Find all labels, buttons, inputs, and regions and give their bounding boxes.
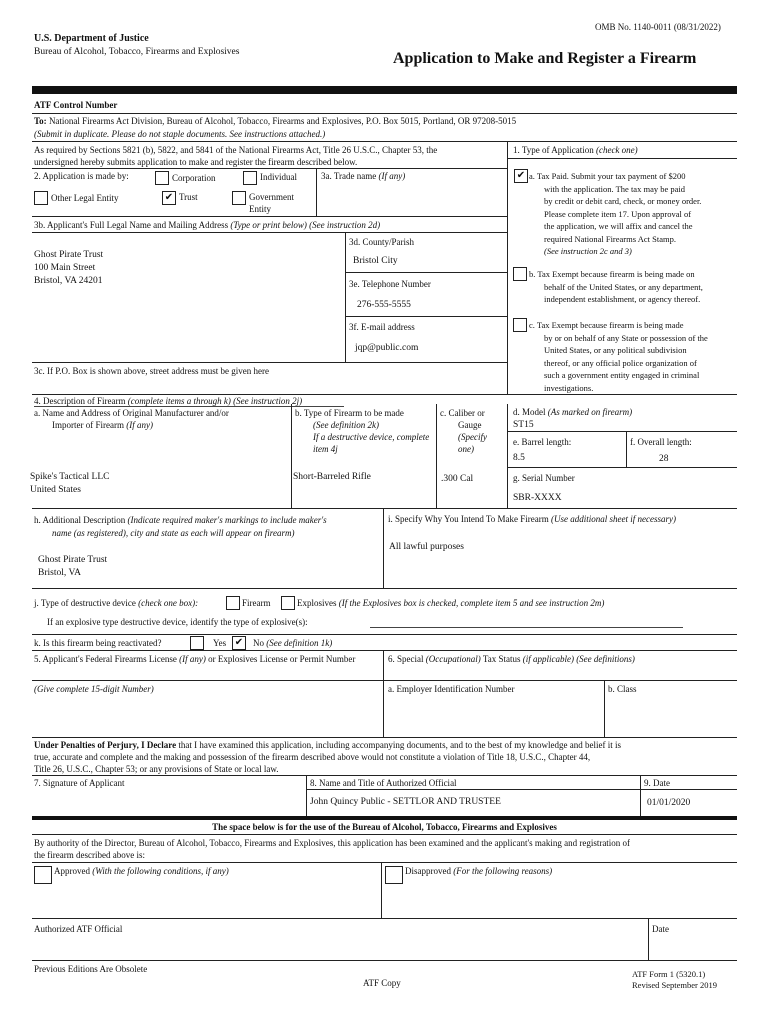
county-value: Bristol City [353,256,398,266]
item4j-label [34,598,198,608]
approved-hint: (With the following conditions, if any) [92,866,229,876]
atf-copy-label: ATF Copy [363,978,401,988]
item3a-label [321,171,405,181]
authority-statement [34,837,630,861]
item5-label [34,654,355,664]
tax-paid-line: by credit or debit card, check, or money order. [544,196,702,206]
item3b-hint: (Type or print below) (See instruction 2d) [230,220,381,230]
item4c-text: Gauge [458,420,482,430]
tax-exempt-us-checkbox[interactable] [513,267,527,281]
divider [32,394,737,395]
divider [32,508,737,509]
item7-label: 7. Signature of Applicant [34,778,125,788]
date-value: 01/01/2020 [647,798,691,808]
explosives-label [297,598,604,608]
explosive-type-field[interactable] [370,627,683,628]
manufacturer-name: Spike's Tactical LLC [30,472,110,482]
perjury-line: Title 26, U.S.C., Chapter 53; or any provisions of State or local law. [34,764,279,774]
to-label: To: [34,116,47,126]
tax-exempt-us-line: behalf of the United States, or any department, [544,281,703,292]
divider [32,862,737,863]
item4d-text: d. Model [513,407,546,417]
government-label: Government [249,192,294,202]
divider [604,680,605,737]
disapproved-hint: (For the following reasons) [453,866,553,876]
email-value: jqp@public.com [355,343,419,353]
item4i-label [388,514,676,524]
divider [345,272,507,273]
item8-label: 8. Name and Title of Authorized Official [310,778,457,788]
divider [507,467,737,468]
obsolete-note: Previous Editions Are Obsolete [34,964,148,974]
item5-text-2: or Explosives License or Permit Number [208,654,356,664]
item4a-hint: (If any) [126,420,153,430]
item6-text-2: Tax Status [482,654,521,664]
item3b-label [34,220,380,230]
item4k-label: k. Is this firearm being reactivated? [34,638,162,648]
omb-number: OMB No. 1140-0011 (08/31/2022) [595,22,721,32]
authority-line: By authority of the Director, Bureau of Alcohol, Tobacco, Firearms and Explosives, this application has been examined and the applicant's making and registration of [34,838,631,848]
item6-hint-2: (if applicable) (See definitions) [522,654,635,664]
markings-name: Ghost Pirate Trust [38,555,108,565]
divider [640,775,641,816]
perjury-bold: Under Penalties of Perjury, I Declare [34,740,177,750]
perjury-line: that I have examined this application, including accompanying documents, and to the best of my knowledge and belief it is [178,740,622,750]
tax-paid-line: a. Tax Paid. Submit your tax payment of $200 [529,171,686,181]
serial-number-label: g. Serial Number [513,473,575,483]
other-legal-entity-checkbox[interactable] [34,191,48,205]
divider [32,834,737,835]
divider [345,232,346,362]
tax-exempt-state-line: thereof, or any official police organization of [544,357,697,368]
individual-checkbox[interactable] [243,171,257,185]
perjury-line: true, accurate and complete and the making and possession of the firearm described above would not constitute a violation of Title 18, U.S.C., Chapter 44, [34,752,591,762]
tax-paid-line: Please complete item 17. Upon approval of [544,208,692,219]
tax-exempt-us-line: independent establishment, or agency thereof. [544,294,701,304]
item4d-hint: (As marked on firearm) [547,407,633,417]
item3c-label: 3c. If P.O. Box is shown above, street address must be given here [34,366,269,376]
divider [436,404,437,508]
item4a-label [34,407,229,431]
divider [507,158,737,159]
firearm-checkbox[interactable] [226,596,240,610]
item4b-hint: If a destructive device, complete [313,432,430,442]
tax-exempt-us-text [529,268,703,306]
revision-date: Revised September 2019 [632,980,717,990]
applicant-name: Ghost Pirate Trust [34,250,104,260]
approved-text: Approved [54,866,90,876]
overall-length-label: f. Overall length: [630,437,692,447]
item4a-text-2: Importer of Firearm [52,420,124,430]
item4i-hint: (Use additional sheet if necessary) [551,514,677,524]
divider [32,634,737,635]
item6-hint: (Occupational) [425,654,481,664]
perjury-statement [34,739,739,775]
explosives-note: (If the Explosives box is checked, complete item 5 and see instruction 2m) [338,598,605,608]
divider [507,404,508,508]
divider [291,404,292,508]
ein-label: a. Employer Identification Number [388,684,515,694]
serial-number-value: SBR-XXXX [513,493,562,503]
item4c-text: c. Caliber or [440,408,485,418]
form-number: ATF Form 1 (5320.1) [632,969,706,979]
to-line [34,116,516,126]
approved-checkbox[interactable] [34,866,52,884]
item5-hint: (If any) [179,654,206,664]
tax-exempt-state-text [529,319,708,394]
divider [32,588,737,589]
divider [32,362,507,363]
divider [32,216,507,217]
item4c-hint: one) [458,444,474,454]
atf-use-note: The space below is for the use of the Bureau of Alcohol, Tobacco, Firearms and Explosives [212,822,557,832]
divider [507,431,737,432]
other-legal-entity-label: Other Legal Entity [51,193,119,203]
divider [381,862,382,918]
item4h-label [34,514,327,540]
barrel-length-label: e. Barrel length: [513,437,572,447]
reactivated-no-text: No [253,638,264,648]
divider [383,508,384,588]
tax-exempt-state-line: such a government entity engaged in criminal [544,370,700,380]
telephone-value: 276-555-5555 [357,300,411,310]
authority-line: the firearm described above is: [34,850,145,860]
item4j-text: j. Type of destructive device [34,598,136,608]
item4h-hint: name (as registered), city and state as each will appear on firearm) [52,528,295,538]
divider [648,918,649,960]
disapproved-label [405,866,552,876]
applicant-street: 100 Main Street [34,263,96,273]
reactivated-no-checkbox[interactable]: ✔ [232,636,246,650]
explosive-type-label: If an explosive type destructive device, identify the type of explosive(s): [47,617,308,627]
tax-paid-text [529,170,701,258]
manufacturer-country: United States [30,485,81,495]
item3d-label: 3d. County/Parish [349,237,415,247]
divider [32,232,507,233]
item3f-label: 3f. E-mail address [349,322,415,332]
reactivated-hint: (See definition 1k) [266,638,333,648]
divider [306,775,307,816]
tax-exempt-us-line: b. Tax Exempt because firearm is being made on [529,269,695,279]
trust-checkbox[interactable]: ✔ [162,191,176,205]
to-address: National Firearms Act Division, Bureau of Alcohol, Tobacco, Firearms and Explosives, P.O. Box 5015, Portland, OR 97208-5015 [48,116,517,126]
caliber-value: .300 Cal [441,474,474,484]
divider [32,168,507,169]
item4c-hint: (Specify [458,432,487,442]
divider [345,316,507,317]
tax-exempt-state-line: by or on behalf of any State or possession of the [544,332,708,343]
tax-paid-line: with the application. The tax may be paid [544,183,685,194]
item4d-label [513,407,632,417]
tax-paid-checkbox[interactable]: ✔ [514,169,528,183]
item6-label [388,654,635,664]
reactivated-yes-label: Yes [213,638,227,648]
item4h-text: h. Additional Description [34,515,126,525]
approved-label [54,866,229,876]
disapproved-text: Disapproved [405,866,451,876]
item1-hint: (check one) [595,145,638,155]
item4b-hint: (See definition 2k) [313,420,379,430]
model-value: ST15 [513,420,534,430]
tax-paid-line: the application, we will affix and cancel the [544,221,693,231]
bureau-name: Bureau of Alcohol, Tobacco, Firearms and Explosives [34,47,240,57]
entity-label: Entity [249,204,271,214]
item9-label: 9. Date [644,778,670,788]
intro-line-1: As required by Sections 5821 (b), 5822, and 5841 of the National Firearms Act, Title 26 U.S.C., Chapter 53, the [34,145,438,155]
item3a-text: 3a. Trade name [321,171,377,181]
department-name: U.S. Department of Justice [34,33,149,44]
tax-exempt-state-checkbox[interactable] [513,318,527,332]
item4b-label [295,407,429,455]
item6-text: 6. Special [388,654,424,664]
individual-label: Individual [260,172,297,182]
form-title: Application to Make and Register a Firearm [393,50,697,67]
purpose-value: All lawful purposes [389,542,464,552]
item4j-hint: (check one box): [138,598,199,608]
divider [32,113,737,114]
divider [32,141,737,142]
submit-note: (Submit in duplicate. Please do not staple documents. See instructions attached.) [34,129,326,139]
class-label: b. Class [608,684,637,694]
item3e-label: 3e. Telephone Number [349,279,431,289]
item4c-label [440,407,487,455]
divider [32,737,737,738]
item1-text: 1. Type of Application [513,145,594,155]
tax-exempt-state-line: c. Tax Exempt because firearm is being made [529,320,684,330]
item4i-text: i. Specify Why You Intend To Make Firearm [388,514,549,524]
authorized-official-label: Authorized ATF Official [34,924,123,934]
item4-hint: (complete items a through k) (See instruction 2j) [127,396,303,406]
tax-paid-note: (See instruction 2c and 3) [544,246,632,256]
government-entity-checkbox[interactable] [232,191,246,205]
firearm-label: Firearm [242,598,271,608]
item3a-hint: (If any) [378,171,406,181]
divider [32,650,737,651]
atf-section-rule [32,816,737,820]
reactivated-no-label [253,638,332,648]
reactivated-yes-checkbox[interactable] [190,636,204,650]
item3b-text: 3b. Applicant's Full Legal Name and Mailing Address [34,220,229,230]
applicant-city: Bristol, VA 24201 [34,276,103,286]
divider [316,168,317,216]
ffl-number-hint: (Give complete 15-digit Number) [34,684,154,694]
tax-paid-line: required National Firearms Act Stamp. [544,233,676,244]
item4-label [34,396,302,406]
divider [32,680,737,681]
item4h-hint: (Indicate required maker's markings to include maker's [127,515,327,525]
item4a-text: a. Name and Address of Original Manufacturer and/or [34,408,229,418]
atf-date-label: Date [652,924,669,934]
item4b-text: b. Type of Firearm to be made [295,408,404,418]
barrel-length-value: 8.5 [513,453,525,463]
corporation-label: Corporation [172,173,216,183]
trust-label: Trust [179,192,198,202]
explosives-checkbox[interactable] [281,596,295,610]
tax-exempt-state-line: investigations. [544,382,594,393]
item2-label: 2. Application is made by: [34,171,129,181]
divider [32,960,737,961]
corporation-checkbox[interactable] [155,171,169,185]
divider [32,918,737,919]
atf-control-number-label: ATF Control Number [34,100,118,110]
firearm-type-value: Short-Barreled Rifle [293,472,371,482]
markings-city: Bristol, VA [38,568,81,578]
divider [306,789,737,790]
item5-text: 5. Applicant's Federal Firearms License [34,654,177,664]
divider [383,650,384,737]
overall-length-value: 28 [659,454,669,464]
item4-text: 4. Description of Firearm [34,396,126,406]
column-divider [507,141,508,394]
item1-label [513,145,638,155]
disapproved-checkbox[interactable] [385,866,403,884]
header-rule [32,86,737,94]
explosives-text: Explosives [297,598,337,608]
item4b-hint: item 4j [313,444,338,454]
official-name-value: John Quincy Public - SETTLOR AND TRUSTEE [310,797,501,807]
tax-exempt-state-line: United States, or any political subdivision [544,345,687,355]
divider [626,431,627,467]
intro-line-2: undersigned hereby submits application to make and register the firearm described below. [34,157,358,167]
divider [32,775,737,776]
